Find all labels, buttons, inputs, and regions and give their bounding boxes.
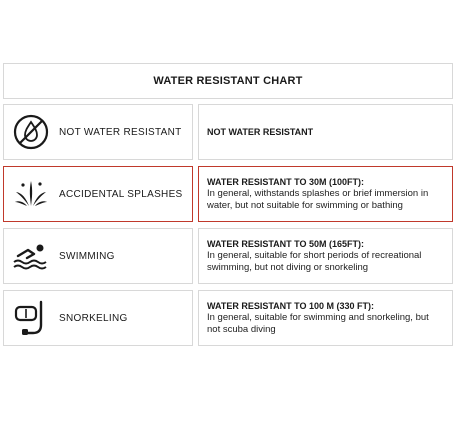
rating-description: In general, suitable for short periods of recreational swimming, but not diving or snorkeling [207,250,422,273]
rating-title: NOT WATER RESISTANT [207,127,314,137]
chart-title: WATER RESISTANT CHART [3,63,453,99]
rating-description-cell [198,290,453,346]
chart-row-accidental-splashes [3,166,453,222]
chart-row-snorkeling [3,290,453,346]
rating-label-cell [3,290,193,346]
rating-label: SWIMMING [59,250,115,262]
rating-label-cell [3,228,193,284]
snorkel-mask-icon [11,298,51,338]
rating-description: In general, suitable for swimming and snorkeling, but not scuba diving [207,312,429,335]
rating-description-cell [198,166,453,222]
rating-title: WATER RESISTANT TO 100 M (330 FT): [207,301,375,311]
rating-label-cell [3,166,193,222]
rating-label: ACCIDENTAL SPLASHES [59,188,183,200]
swimmer-icon [11,236,51,276]
rating-label: SNORKELING [59,312,128,324]
no-water-drop-icon [11,112,51,152]
water-resistant-chart [3,63,453,346]
rating-label: NOT WATER RESISTANT [59,126,182,138]
rating-title: WATER RESISTANT TO 50M (165FT): [207,239,365,249]
rating-description: In general, withstands splashes or brief immersion in water, but not suitable for swimming or bathing [207,188,429,211]
chart-row-not-water-resistant [3,104,453,160]
rating-description-cell [198,104,453,160]
chart-row-swimming [3,228,453,284]
splash-icon [11,174,51,214]
rating-label-cell [3,104,193,160]
rating-description-cell [198,228,453,284]
rating-title: WATER RESISTANT TO 30M (100FT): [207,177,365,187]
